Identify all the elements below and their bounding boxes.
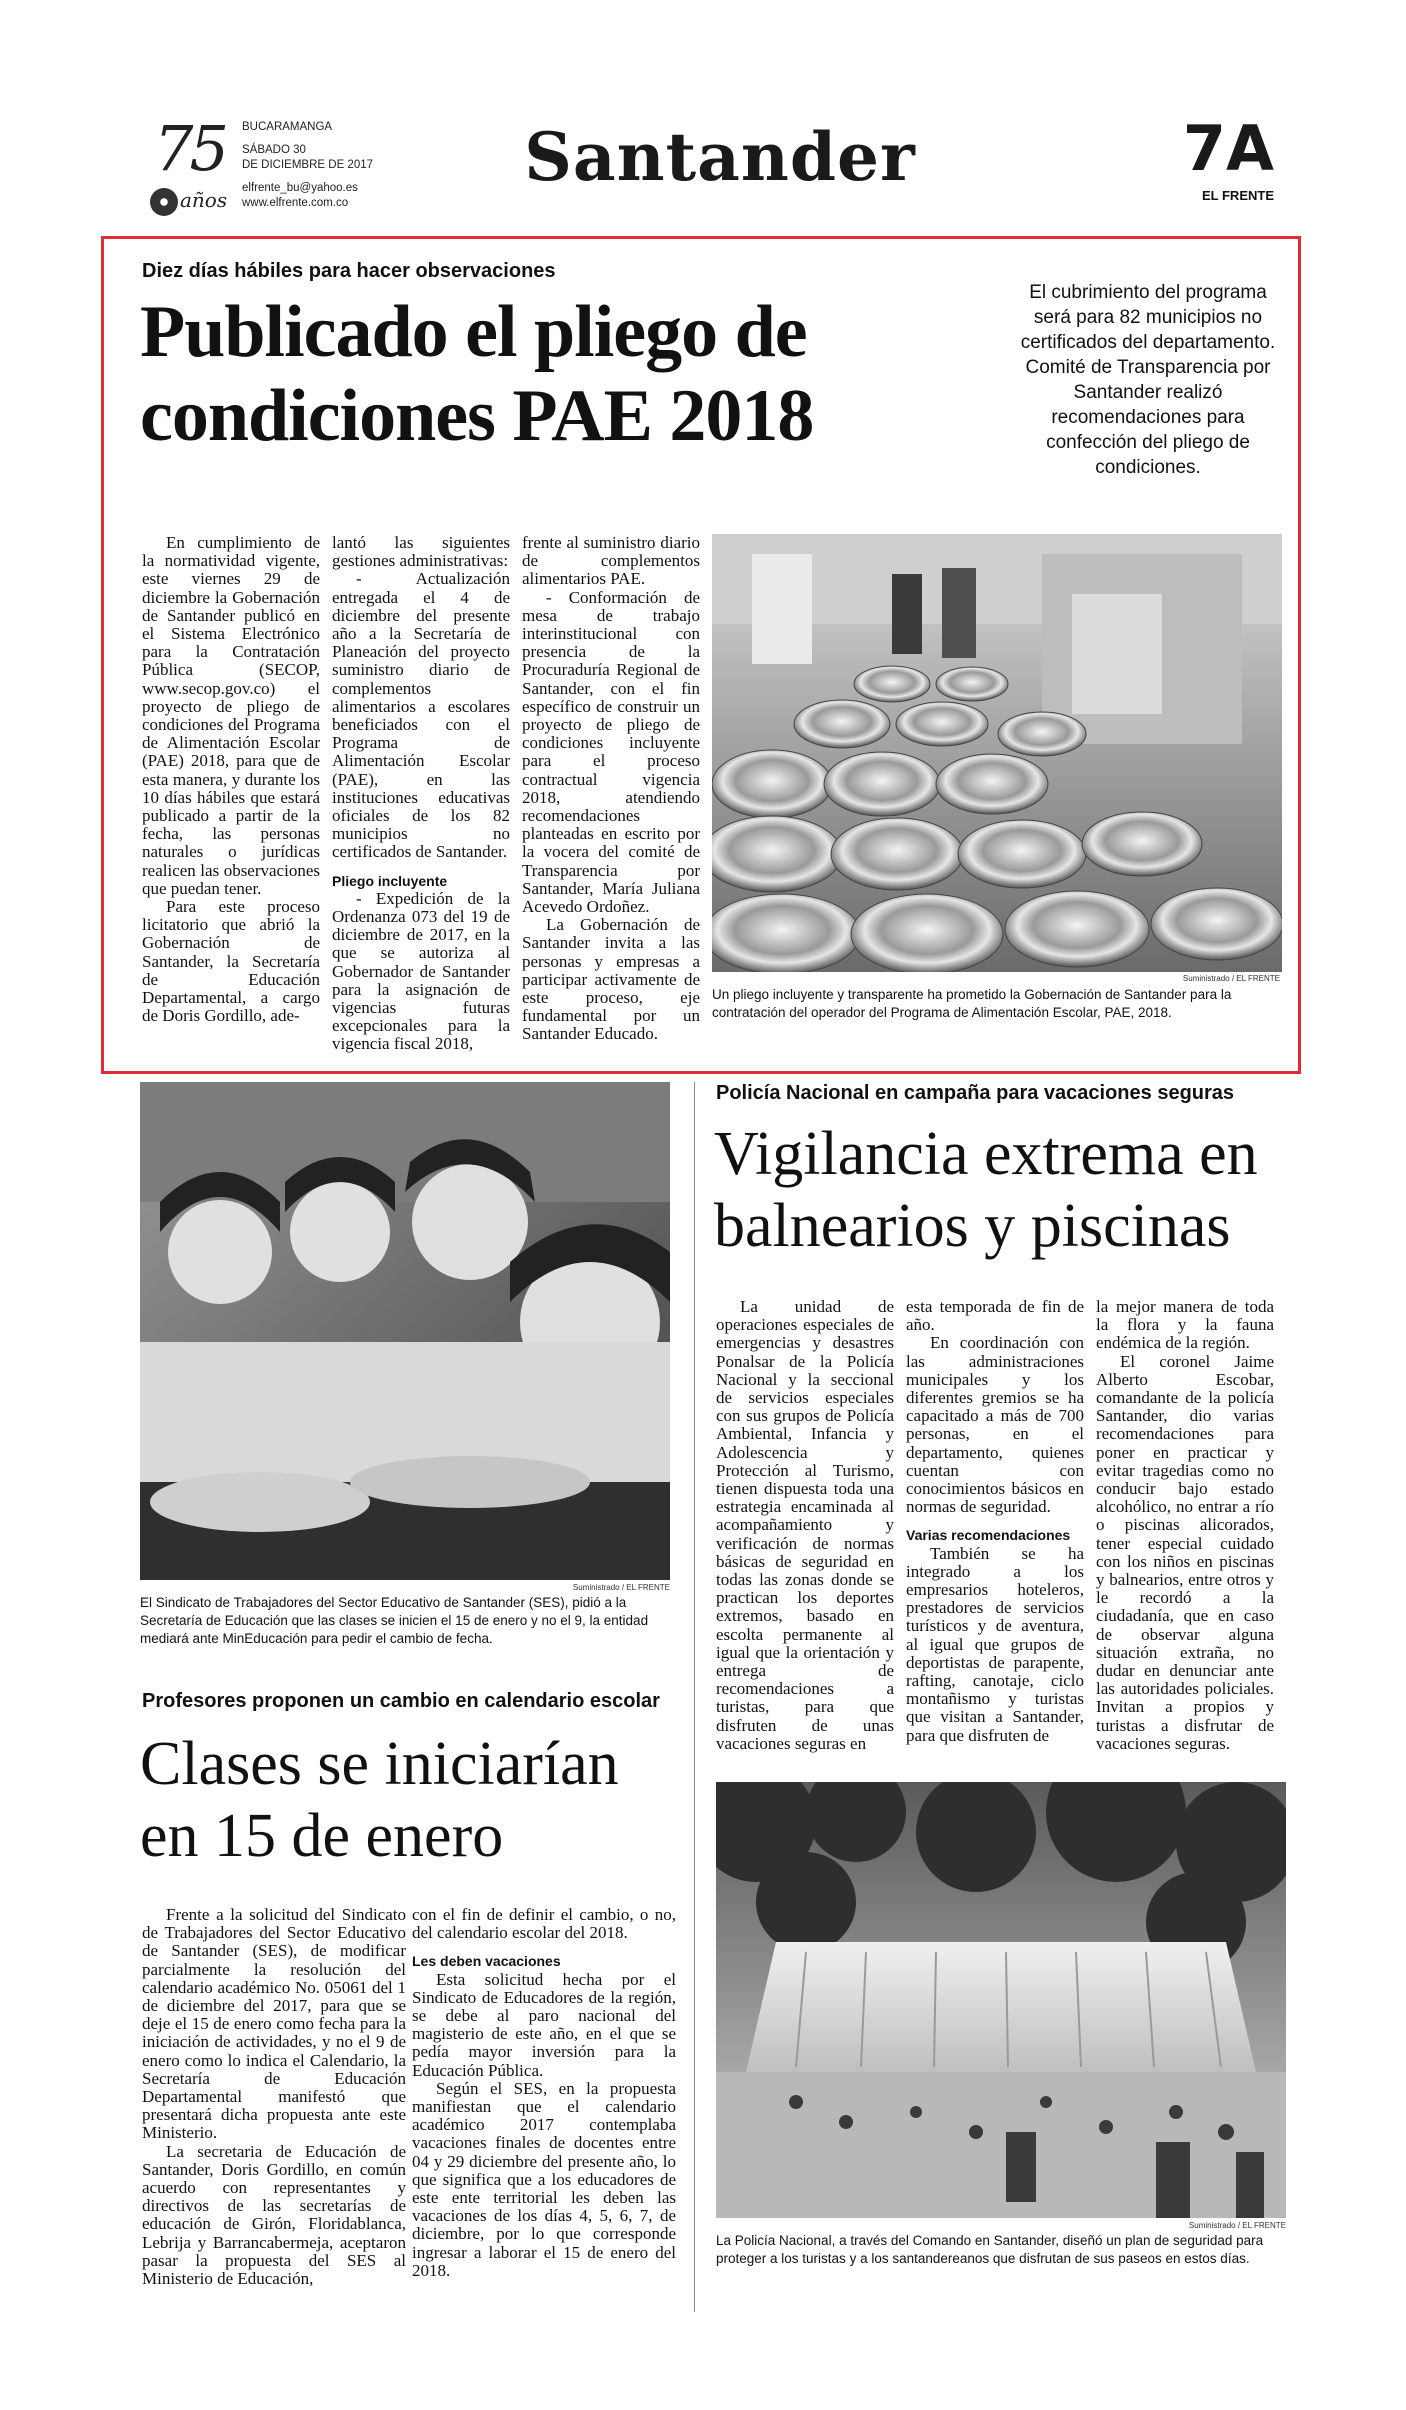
article2-photo [140, 1082, 670, 1580]
paragraph: En coordinación con las administraciones municipales y los diferentes gremios se ha capacitado a más de 700 personas, en el departamento, quienes cuentan con conocimientos básicos en normas de seguridad. [906, 1333, 1084, 1517]
article2-column-2 [412, 1906, 676, 2280]
article3-headline [714, 1118, 1304, 1262]
article1-kicker: Diez días hábiles para hacer observaciones [142, 260, 556, 282]
paragraph: En cumplimiento de la normatividad vigente, este viernes 29 de diciembre la Gobernación de Santander publicó en el Sistema Electrónico para la Contratación Pública (SECOP, www.secop.gov.co) el proyecto de pliego de condiciones del Programa de Alimentación Escolar (PAE) 2018, para que de esta manera, y durante los 10 días hábiles que estará publicado a partir de la fecha, las personas naturales o jurídicas realicen las observaciones que puedan tener. [142, 533, 320, 898]
paragraph: El coronel Jaime Alberto Escobar, comandante de la policía Santander, dio varias recomendaciones para poner en practicar y evitar tragedias como no conducir bajo estado alcohólico, no entrar a río o piscinas alicorados, tener especial cuidado con los niños en piscinas y balnearios, entre otros y le recordó a la ciudadanía, que en caso de observar alguna situación extraña, no dudar en denunciar ante las autoridades policiales. Invitan a propios y turistas a disfrutar de vacaciones seguras. [1096, 1351, 1274, 1753]
article1-headline-line2: condiciones PAE 2018 [140, 375, 814, 457]
masthead-website: www.elfrente.com.co [242, 197, 349, 209]
article1-headline-line1: Publicado el pliego de [140, 291, 807, 373]
page-number: 7A [1182, 112, 1274, 185]
paragraph: con el fin de definir el cambio, o no, del calendario escolar del 2018. [412, 1905, 676, 1943]
anniversary-logo [150, 112, 236, 218]
article2-headline [140, 1728, 680, 1872]
article2-photo-credit: Suministrado / EL FRENTE [572, 1583, 670, 1592]
column-divider [694, 1082, 695, 2312]
article1-column-2 [332, 534, 510, 1054]
paragraph: Esta solicitud hecha por el Sindicato de Educadores de la región, se debe al paro nacional del magisterio de este año, en el que se pedía mayor inversión para la Educación Pública. [412, 1969, 676, 2080]
masthead-date-line2: DE DICIEMBRE DE 2017 [242, 159, 374, 171]
article3-column-3 [1096, 1298, 1274, 1753]
article1-caption: Un pliego incluyente y transparente ha prometido la Gobernación de Santander para la contratación del operador del Programa de Alimentación Escolar, PAE, 2018. [712, 987, 1232, 1020]
article2-headline-line1: Clases se iniciarían [140, 1730, 619, 1798]
section-title: Santander [524, 118, 916, 196]
article3-photo [716, 1782, 1286, 2218]
paragraph: esta temporada de fin de año. [906, 1297, 1084, 1335]
article3-caption: La Policía Nacional, a través del Comando en Santander, diseñó un plan de seguridad para proteger a los turistas y a los santandereanos que disfrutan de sus paseos en estos días. [716, 2233, 1264, 2266]
article3-kicker: Policía Nacional en campaña para vacaciones seguras [716, 1082, 1235, 1104]
article2-caption: El Sindicato de Trabajadores del Sector Educativo de Santander (SES), pidió a la Secretaría de Educación que las clases se inicien el 15 de enero y no el 9, la entidad mediará ante MinEducación para pedir el cambio de fecha. [140, 1595, 649, 1646]
masthead-info [242, 120, 442, 211]
paragraph: Para este proceso licitatorio que abrió la Gobernación de Santander, la Secretaría de Educación Departamental, a cargo de Doris Gordillo, ade- [142, 897, 320, 1026]
article3-headline-line2: balnearios y piscinas [714, 1192, 1231, 1260]
article3-column-2 [906, 1298, 1084, 1745]
paper-name: EL FRENTE [1202, 188, 1274, 203]
article1-photo-credit: Suministrado / EL FRENTE [1182, 974, 1280, 983]
masthead-date-line1: SÁBADO 30 [242, 144, 306, 156]
paragraph: la mejor manera de toda la flora y la fauna endémica de la región. [1096, 1297, 1274, 1353]
article3-subhead: Varias recomendaciones [906, 1527, 1071, 1544]
paragraph: - Actualización entregada el 4 de diciembre del presente año a la Secretaría de Planeación del proyecto suministro diario de complementos alimentarios a escolares beneficiados con el Programa de Alimentación Escolar (PAE), en las instituciones educativas oficiales de los 82 municipios no certificados de Santander. [332, 569, 510, 862]
paragraph: La Gobernación de Santander invita a las personas y empresas a participar activamente de este proceso, eje fundamental por un Santander Educado. [522, 915, 700, 1044]
article1-headline [140, 290, 1020, 458]
masthead-email: elfrente_bu@yahoo.es [242, 182, 358, 194]
paragraph: - Expedición de la Ordenanza 073 del 19 de diciembre de 2017, en la que se autoriza al Gobernador de Santander para la asignación de vigencias futuras excepcionales para la vigencia fiscal 2018, [332, 888, 510, 1054]
article2-subhead: Les deben vacaciones [412, 1953, 561, 1970]
paragraph: La secretaria de Educación de Santander, Doris Gordillo, en común acuerdo con representantes y directivos de las secretarías de educación de Girón, Floridablanca, Lebrija y Barrancabermeja, aceptaron pasar la propuesta del SES al Ministerio de Educación, [142, 2141, 406, 2289]
article1-photo [712, 534, 1282, 972]
article1-column-3 [522, 534, 700, 1044]
paragraph: Según el SES, en la propuesta manifiestan que el calendario académico 2017 contemplaba vacaciones finales de docentes entre 04 y 29 diciembre del presente año, lo que significa que a los educadores de este ente territorial les deben las vacaciones de los días 4, 5, 6, 7, de diciembre, por lo que corresponde ingresar a laborar el 15 de enero del 2018. [412, 2078, 676, 2280]
paragraph: frente al suministro diario de complementos alimentarios PAE. [522, 533, 700, 589]
article1-subhead: Pliego incluyente [332, 872, 448, 889]
article1-summary: El cubrimiento del programa será para 82 municipios no certificados del departamento. Comité de Transparencia por Santander realizó recomendaciones para confección del pliego de condiciones. [1020, 282, 1276, 478]
article2-kicker: Profesores proponen un cambio en calendario escolar [142, 1690, 660, 1712]
article3-column-1 [716, 1298, 894, 1753]
logo-word: años [180, 188, 228, 212]
paragraph: Frente a la solicitud del Sindicato de Trabajadores del Sector Educativo de Santander (SES), de modificar parcialmente la resolución del calendario académico No. 05061 del 1 de diciembre del 2017, para que se deje el 15 de enero como fecha para la iniciación de actividades, y no el 9 de enero como lo indica el Calendario, la Secretaría de Educación Departamental manifestó que presentará dicha propuesta ante este Ministerio. [142, 1905, 406, 2143]
schoolgirls-image [140, 1082, 670, 1580]
masthead-city: BUCARAMANGA [242, 121, 333, 133]
article2-column-1 [142, 1906, 406, 2288]
paragraph: La unidad de operaciones especiales de emergencias y desastres Ponalsar de la Policía Nacional y la seccional de servicios especiales con sus grupos de Policía Ambiental, Infancia y Adolescencia y Protección al Turismo, tienen dispuesta toda una estrategia encaminada al acompañamiento y verificación de normas básicas de seguridad en todas las zonas donde se practican los deportes extremos, basado en escolta permanente al igual que la orientación y entrega de recomendaciones a turistas, para que disfruten de unas vacaciones seguras en [716, 1297, 894, 1753]
waterfall-pool-image [716, 1782, 1286, 2218]
logo-number: 75 [154, 112, 225, 185]
paragraph: lantó las siguientes gestiones administrativas: [332, 533, 510, 571]
article3-photo-credit: Suministrado / EL FRENTE [1188, 2221, 1286, 2230]
paragraph: - Conformación de mesa de trabajo interinstitucional con presencia de la Procuraduría Regional de Santander, con el fin específico de construir un proyecto de pliego de condiciones incluyente para el proceso contractual vigencia 2018, atendiendo recomendaciones planteadas en escrito por la vocera del comité de Transparencia por Santander, María Juliana Acevedo Ordoñez. [522, 587, 700, 917]
article2-headline-line2: en 15 de enero [140, 1802, 504, 1870]
food-plates-image [712, 534, 1282, 972]
logo-disc-icon [150, 188, 178, 216]
article3-headline-line1: Vigilancia extrema en [714, 1120, 1258, 1188]
article1-column-1 [142, 534, 320, 1025]
paragraph: También se ha integrado a los empresarios hoteleros, prestadores de servicios turísticos y de aventura, al igual que grupos de deportistas de parapente, rafting, canotaje, ciclo montañismo y turistas que visitan a Santander, para que disfruten de [906, 1543, 1084, 1745]
